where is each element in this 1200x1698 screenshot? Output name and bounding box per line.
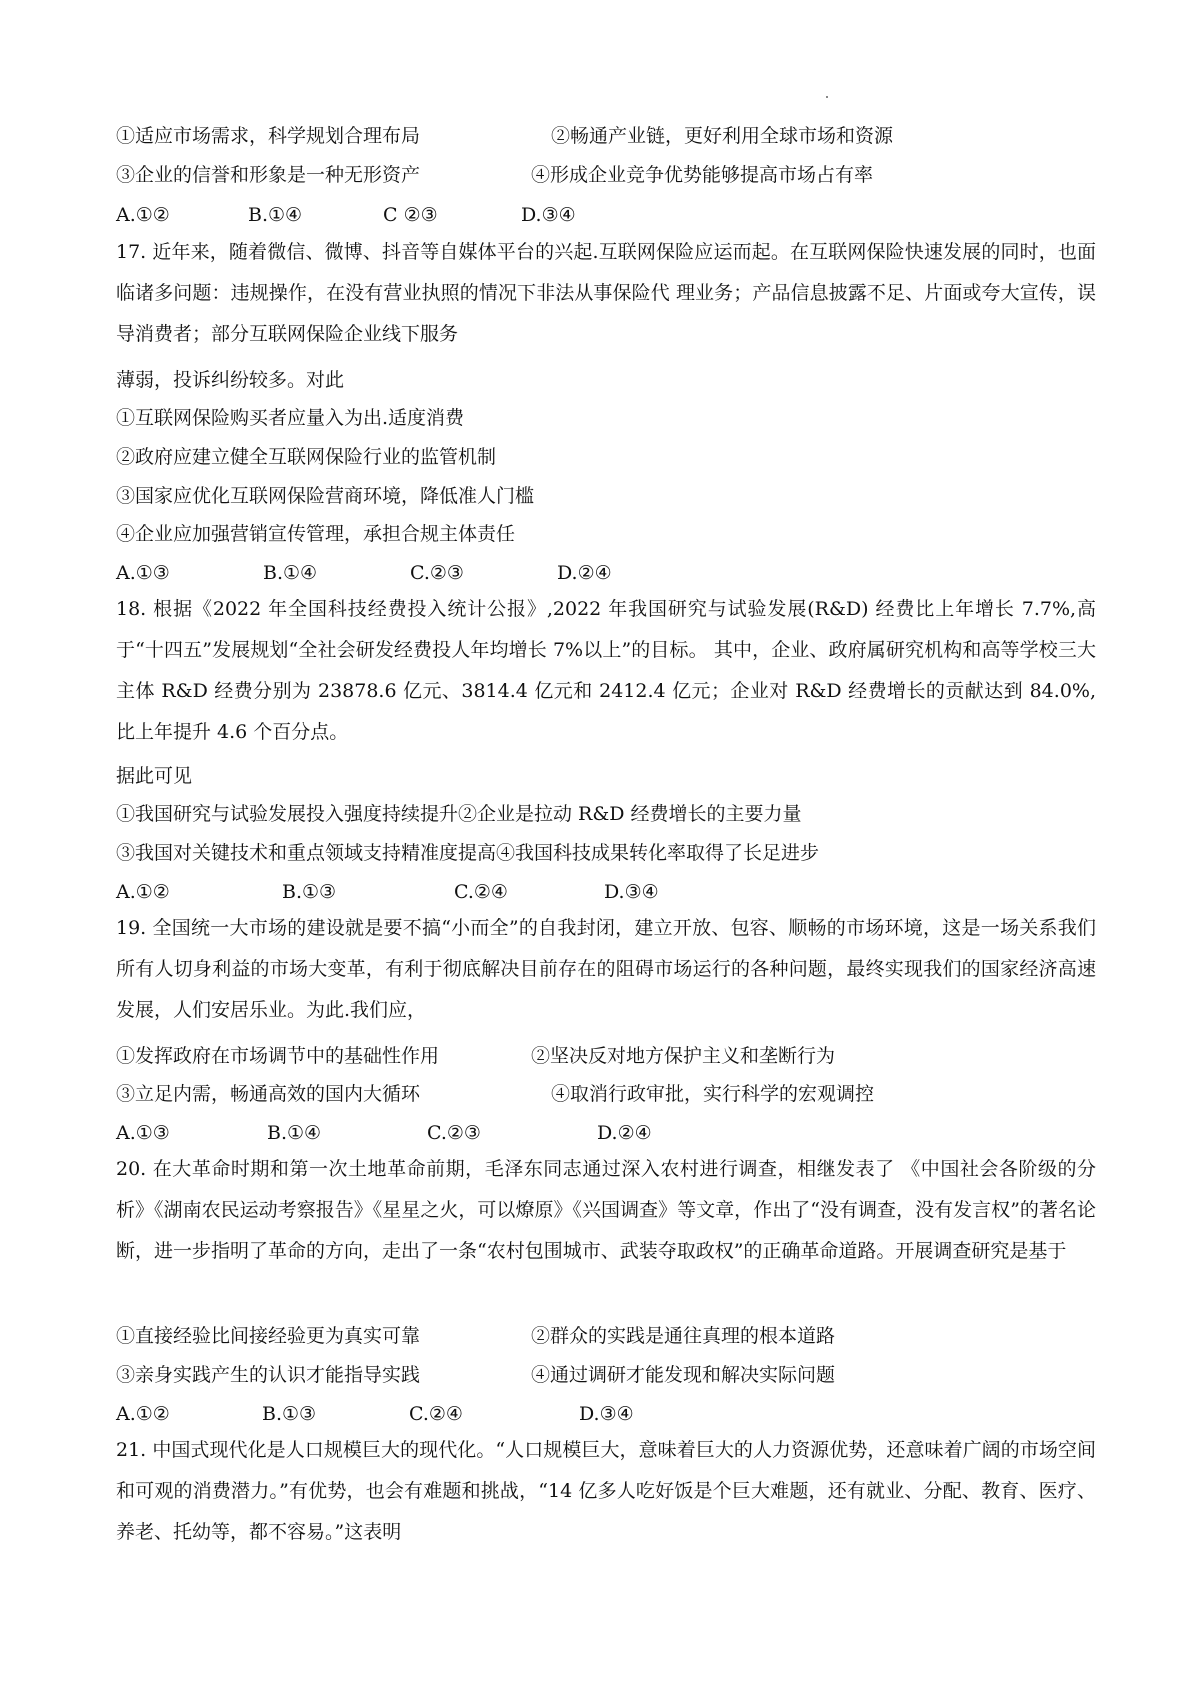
- q20-stem: 20. 在大革命时期和第一次土地革命前期，毛泽东同志通过深入农村进行调查，相继发表了 《中国社会各阶级的分析》《湖南农民运动考察报告》《星星之火，可以燎原》《兴国调查》等文章，作出了“没有调查，没有发言权”的著名论断，进一步指明了革命的方向，走出了一条“农村包围城市、武装夺取政权”的正确革命道路。开展调查研究是基于: [116, 1158, 1096, 1262]
- q18-choice-a: A.①②: [116, 881, 170, 903]
- q17-stem: 17. 近年来，随着微信、微博、抖音等自媒体平台的兴起.互联网保险应运而起。在互联网保险快速发展的同时，也面临诸多问题：违规操作，在没有营业执照的情况下非法从事保险代 理业务；产品信息披露不足、片面或夸大宣传，误导消费者；部分互联网保险企业线下服务: [116, 241, 1096, 345]
- q17-option-1: ①互联网保险购买者应量入为出.适度消费: [116, 407, 465, 429]
- q20-choices: [116, 1402, 634, 1426]
- q16-choices: [116, 203, 576, 227]
- q16-option-1: ①适应市场需求，科学规划合理布局: [116, 125, 421, 147]
- q16-choice-d: D.③④: [521, 204, 576, 226]
- q16-option-4: ④形成企业竞争优势能够提高市场占有率: [531, 164, 874, 186]
- q18-choices: [116, 880, 659, 904]
- q19-option-1: ①发挥政府在市场调节中的基础性作用: [116, 1045, 440, 1067]
- q20-choice-d: D.③④: [579, 1403, 634, 1425]
- q18-stem-cont: 据此可见: [116, 765, 193, 787]
- q17-choices: [116, 561, 612, 585]
- q17-choice-a: A.①③: [116, 562, 170, 584]
- q18-choice-b: B.①③: [282, 881, 337, 903]
- q19-choice-d: D.②④: [597, 1122, 652, 1144]
- q18-option-3-4: ③我国对关键技术和重点领域支持精准度提高④我国科技成果转化率取得了长足进步: [116, 842, 820, 864]
- q19-option-4: ④取消行政审批，实行科学的宏观调控: [551, 1083, 875, 1105]
- q16-choice-b: B.①④: [248, 204, 303, 226]
- scan-dot: [826, 96, 828, 98]
- q17-choice-d: D.②④: [557, 562, 612, 584]
- q19-option-2: ②坚决反对地方保护主义和垄断行为: [531, 1045, 836, 1067]
- q20-option-3: ③亲身实践产生的认识才能指导实践: [116, 1364, 421, 1386]
- q17-option-4: ④企业应加强营销宣传管理，承担合规主体责任: [116, 523, 516, 545]
- q20-choice-c: C.②④: [409, 1403, 463, 1425]
- q19-choice-a: A.①③: [116, 1122, 170, 1144]
- q18-choice-c: C.②④: [454, 881, 508, 903]
- q16-option-2: ②畅通产业链，更好利用全球市场和资源: [551, 125, 894, 147]
- q19-choices: [116, 1121, 652, 1145]
- q17-option-3: ③国家应优化互联网保险营商环境，降低准人门槛: [116, 485, 535, 507]
- q21-stem: 21. 中国式现代化是人口规模巨大的现代化。“人口规模巨大，意味着巨大的人力资源优势，还意味着广阔的市场空间和可观的消费潜力。”有优势，也会有难题和挑战，“14 亿多人吃好饭是个巨大难题，还有就业、分配、教育、医疗、养老、托幼等，都不容易。”这表明: [116, 1439, 1096, 1543]
- q20-option-2: ②群众的实践是通往真理的根本道路: [531, 1325, 836, 1347]
- q18-choice-d: D.③④: [604, 881, 659, 903]
- q20-option-1: ①直接经验比间接经验更为真实可靠: [116, 1325, 421, 1347]
- q18-option-1-2: ①我国研究与试验发展投入强度持续提升②企业是拉动 R&D 经费增长的主要力量: [116, 803, 802, 825]
- q18-stem: 18. 根据《2022 年全国科技经费投入统计公报》,2022 年我国研究与试验发展(R&D) 经费比上年增长 7.7%,高于“十四五”发展规划“全社会研发经费投人年均增长 7%以上”的目标。 其中，企业、政府属研究机构和高等学校三大主体 R&D 经费分别为 23878.6 亿元、3814.4 亿元和 2412.4 亿元；企业对 R&D 经费增长的贡献达到 84.0%,比上年提升 4.6 个百分点。: [116, 598, 1096, 743]
- q16-choice-c: C ②③: [383, 204, 438, 226]
- q17-choice-c: C.②③: [410, 562, 464, 584]
- q20-choice-a: A.①②: [116, 1403, 170, 1425]
- q16-option-3: ③企业的信誉和形象是一种无形资产: [116, 164, 421, 186]
- q17-option-2: ②政府应建立健全互联网保险行业的监管机制: [116, 446, 497, 468]
- q16-choice-a: A.①②: [116, 204, 170, 226]
- q19-option-3: ③立足内需，畅通高效的国内大循环: [116, 1083, 421, 1105]
- q20-option-4: ④通过调研才能发现和解决实际问题: [531, 1364, 836, 1386]
- q19-choice-b: B.①④: [267, 1122, 322, 1144]
- q20-choice-b: B.①③: [262, 1403, 317, 1425]
- q17-stem-cont: 薄弱，投诉纠纷较多。对此: [116, 369, 345, 391]
- q19-choice-c: C.②③: [427, 1122, 481, 1144]
- q17-choice-b: B.①④: [263, 562, 318, 584]
- q19-stem: 19. 全国统一大市场的建设就是要不搞“小而全”的自我封闭，建立开放、包容、顺畅的市场环境，这是一场关系我们所有人切身利益的市场大变革，有利于彻底解决目前存在的阻碍市场运行的各种问题，最终实现我们的国家经济高速发展，人们安居乐业。为此.我们应，: [116, 917, 1096, 1021]
